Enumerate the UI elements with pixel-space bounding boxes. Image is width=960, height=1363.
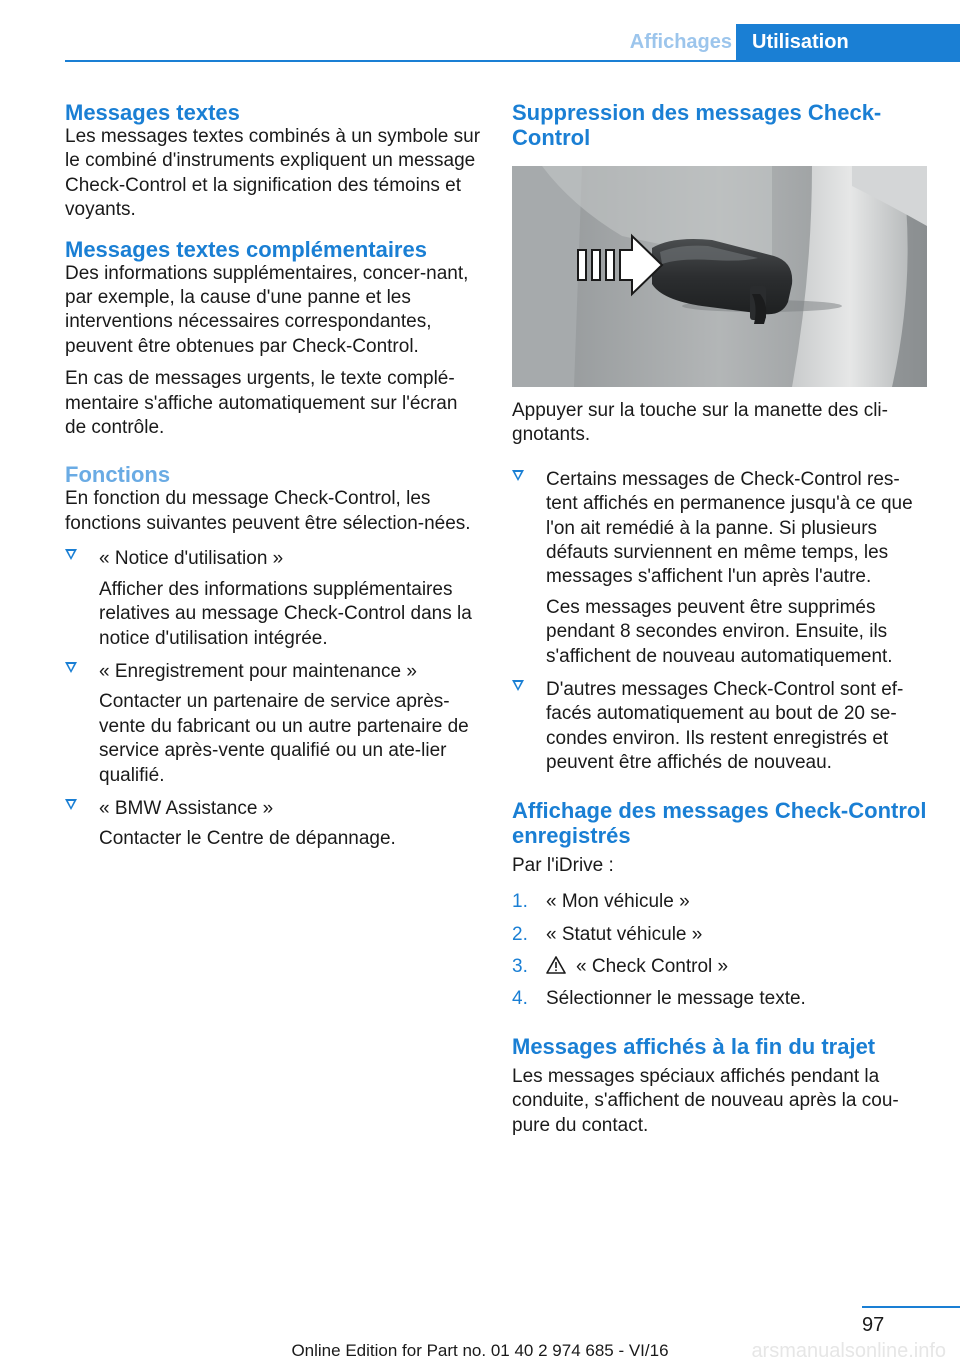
left-column — [65, 100, 481, 852]
step-item — [512, 890, 928, 914]
list-item — [65, 547, 481, 651]
step-text: Sélectionner le message texte. — [546, 988, 806, 1010]
warning-triangle-icon — [546, 956, 566, 974]
list-item — [65, 660, 481, 788]
list-item — [512, 468, 928, 669]
triangle-bullet-icon — [512, 470, 524, 481]
header-chapter-tab: Utilisation — [736, 24, 960, 60]
turn-signal-stalk-illustration — [512, 166, 927, 387]
header-section-tab: Affichages — [629, 31, 732, 53]
list-item-text: D'autres messages Check-Control sont ef-facés automatiquement au bout de 20 se-condes environ. Ils restent enregistrés et peuvent être affichés de nouveau. — [546, 679, 904, 774]
paragraph-complementaires-2: En cas de messages urgents, le texte complé-mentaire s'affiche automatiquement sur l'écran de contrôle. — [65, 368, 458, 439]
header-rule — [65, 60, 960, 62]
step-item — [512, 987, 928, 1011]
step-number: 3. — [512, 955, 528, 977]
step-number: 4. — [512, 988, 528, 1010]
list-item-desc: Afficher des informations supplémentaires relatives au message Check-Control dans la notice d'utilisation intégrée. — [99, 578, 472, 649]
list-item-desc: Contacter le Centre de dépannage. — [99, 828, 396, 850]
step-number: 2. — [512, 923, 528, 945]
stalk-button-figure — [512, 166, 927, 387]
edition-line: Online Edition for Part no. 01 40 2 974 685 - VI/16 — [291, 1341, 669, 1360]
page-number: 97 — [862, 1314, 885, 1336]
step-text: « Statut véhicule » — [546, 923, 703, 945]
paragraph-complementaires-1: Des informations supplémentaires, concer-nant, par exemple, la cause d'une panne et les interventions nécessaires correspondantes, peuvent être obtenues par Check-Control. — [65, 262, 469, 357]
idrive-steps — [512, 890, 928, 1012]
list-item — [512, 678, 928, 776]
list-item-text: Certains messages de Check-Control res-tent affichés en permanence jusqu'à ce que l'on ait remédié à la panne. Si plusieurs défauts surviennent en même temps, les messages s'affichent l'un après l'autre. — [546, 468, 913, 588]
list-item-title: « Notice d'utilisation » — [99, 548, 284, 570]
step-text: « Check Control » — [576, 955, 729, 977]
step-number: 1. — [512, 891, 528, 913]
paragraph-fonctions: En fonction du message Check-Control, les fonctions suivantes peuvent être sélection-nées. — [65, 488, 471, 534]
list-item-desc: Contacter un partenaire de service après-vente du fabricant ou un autre partenaire de service après-vente qualifié ou un ate-lier qualifié. — [99, 691, 469, 786]
heading-fin-du-trajet: Messages affichés à la fin du trajet — [512, 1033, 876, 1059]
heading-messages-complementaires: Messages textes complémentaires — [65, 236, 427, 262]
paragraph-suppression: Appuyer sur la touche sur la manette des cli-gnotants. — [512, 400, 888, 446]
footer-rule — [862, 1306, 960, 1308]
triangle-bullet-icon — [65, 799, 77, 810]
watermark: arsmanualsonline.info — [751, 1340, 946, 1362]
list-item-title: « Enregistrement pour maintenance » — [99, 660, 417, 682]
right-column — [512, 100, 928, 1138]
list-item — [65, 797, 481, 852]
heading-suppression: Suppression des messages Check-Control — [512, 100, 882, 150]
triangle-bullet-icon — [512, 680, 524, 691]
paragraph-fin-du-trajet: Les messages spéciaux affichés pendant la conduite, s'affichent de nouveau après la cou-pure du contact. — [512, 1065, 899, 1136]
fonctions-list — [65, 547, 481, 851]
heading-affichage-enregistres: Affichage des messages Check-Control enregistrés — [512, 797, 927, 848]
step-item — [512, 923, 928, 947]
heading-messages-textes: Messages textes — [65, 100, 240, 125]
heading-fonctions: Fonctions — [65, 462, 171, 488]
step-item — [512, 955, 928, 979]
list-item-title: « BMW Assistance » — [99, 797, 274, 819]
list-item-sub: Ces messages peuvent être supprimés pendant 8 secondes environ. Ensuite, ils s'affichent de nouveau automatiquement. — [546, 596, 893, 667]
suppression-list — [512, 468, 928, 776]
paragraph-messages-textes: Les messages textes combinés à un symbole sur le combiné d'instruments expliquent un message Check-Control et la signification des témoins et voyants. — [65, 126, 481, 221]
step-text: « Mon véhicule » — [546, 891, 690, 913]
paragraph-idrive: Par l'iDrive : — [512, 854, 614, 876]
triangle-bullet-icon — [65, 662, 77, 673]
triangle-bullet-icon — [65, 549, 77, 560]
